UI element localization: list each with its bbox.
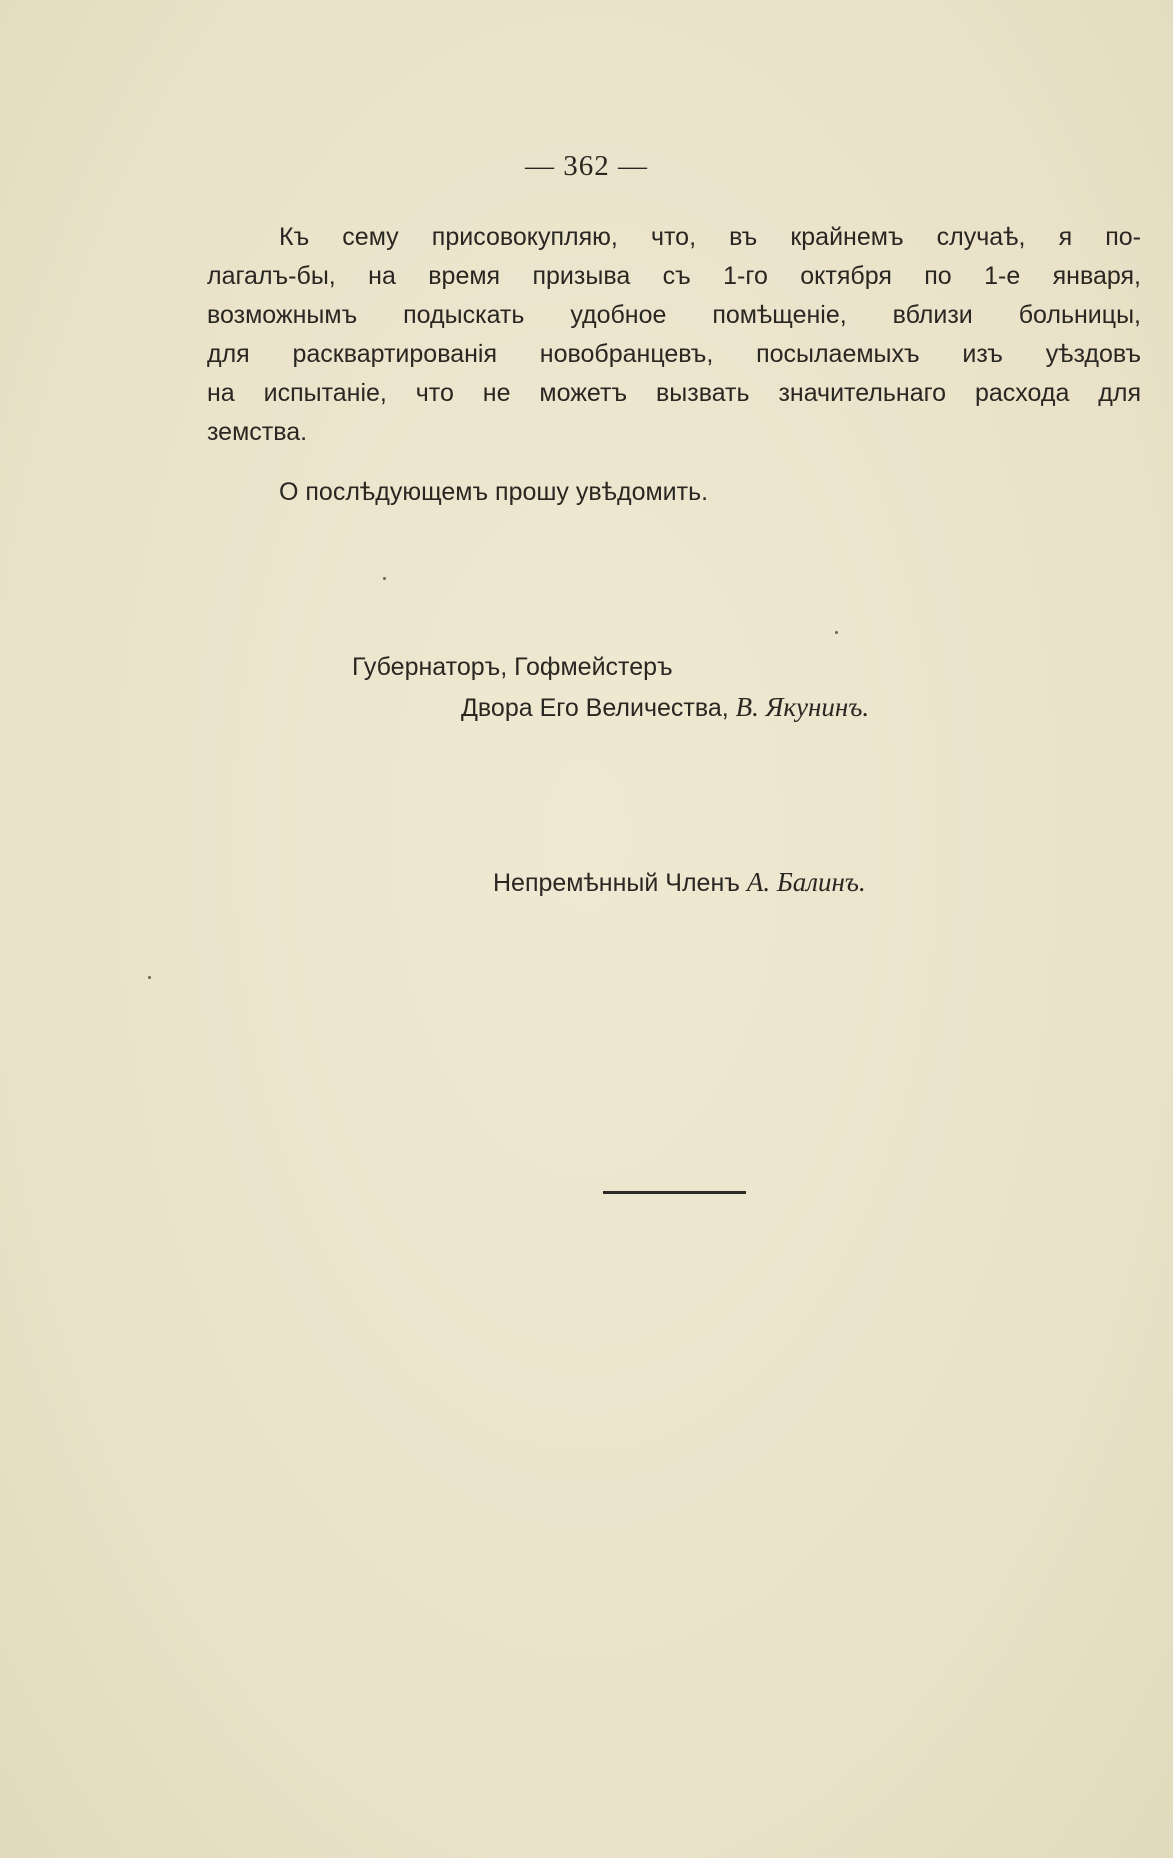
paragraph-line: Къ сему присовокупляю, что, въ крайнемъ случаѣ, я по- (279, 223, 1141, 251)
member-signature (493, 867, 866, 898)
closing-rule (603, 1191, 746, 1194)
member-title: Непремѣнный Членъ (493, 869, 740, 897)
signatory-title: Губернаторъ, Гофмейстеръ (352, 653, 673, 681)
member-signature-name: А. Балинъ. (746, 867, 866, 897)
paragraph-line: на испытаніе, что не можетъ вызвать значительнаго расхода для (207, 379, 1141, 407)
body-paragraph (207, 218, 1141, 452)
ink-speck (835, 631, 838, 634)
paragraph-line: земства. (207, 418, 308, 446)
paragraph-line: для расквартированія новобранцевъ, посылаемыхъ изъ уѣздовъ (207, 340, 1141, 368)
closing-request: О послѣдующемъ прошу увѣдомить. (279, 478, 709, 506)
page-number: — 362 — (525, 150, 648, 182)
governor-signature-name: В. Якунинъ. (735, 692, 870, 722)
ink-speck (383, 577, 386, 580)
paragraph-line: лагалъ-бы, на время призыва съ 1-го октября по 1-е января, (207, 262, 1141, 290)
court-title: Двора Его Величества, (461, 694, 729, 722)
signatory-title-continued (461, 692, 869, 723)
paragraph-line: возможнымъ подыскать удобное помѣщеніе, вблизи больницы, (207, 301, 1141, 329)
ink-speck (148, 976, 151, 979)
